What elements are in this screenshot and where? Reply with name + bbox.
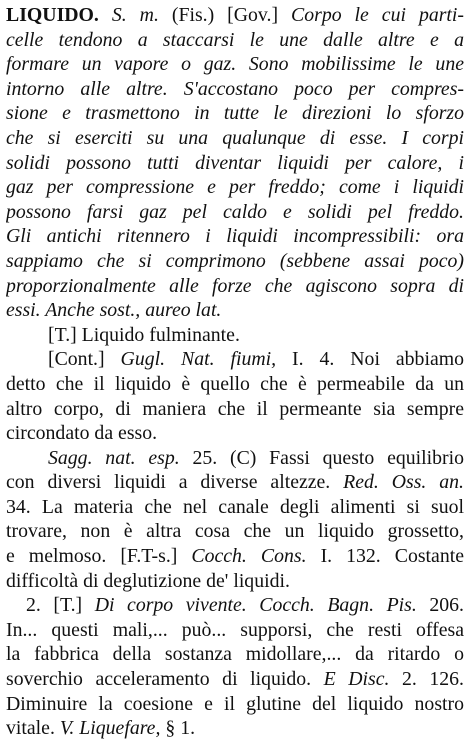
line-6: che si eserciti su una qualunque di esse. I corpi xyxy=(6,126,464,149)
text-line xyxy=(6,544,464,569)
line-12: proporzionalmente alle forze che agiscono sopra di xyxy=(6,274,464,297)
line-27: la fabbrica della sostanza midollare,... da ritardo o xyxy=(6,643,464,666)
line-4: intorno alle altre. S'accostano poco per compres- xyxy=(6,77,464,100)
text-line xyxy=(6,151,464,176)
line-25-part-1: 2. [T.] xyxy=(26,594,95,617)
line-28-part-3: 2. 126. xyxy=(389,668,464,691)
line-28-part-2: E Disc. xyxy=(323,668,390,691)
line-8: gaz per compressione e per freddo; come i liquidi xyxy=(6,176,464,199)
text-line xyxy=(6,593,464,618)
line-23-part-1: e melmoso. [F.T-s.] xyxy=(6,545,192,568)
line-23-part-3: I. 132. Costante xyxy=(306,545,464,568)
line-28-part-1: soverchio acceleramento di liquido. xyxy=(6,668,324,691)
headword: LIQUIDO. xyxy=(6,4,99,26)
line-20-part-1: con diversi liquidi a diverse altezze. xyxy=(6,471,344,494)
text-line xyxy=(6,126,464,151)
line-3: formare un vapore o gaz. Sono mobilissime le une xyxy=(6,53,464,76)
text-line xyxy=(6,175,464,200)
line-24: difficoltà di deglutizione de' liquidi. xyxy=(6,569,290,592)
text-line xyxy=(6,519,464,544)
text-line xyxy=(6,224,464,249)
text-line xyxy=(6,372,464,397)
line-17: altro corpo, di maniera che il permeante sia sempre xyxy=(6,397,464,420)
text-line xyxy=(6,101,464,126)
line-19-part-2: Sagg. nat. esp. xyxy=(48,446,180,469)
text-line xyxy=(6,249,464,274)
text-line xyxy=(6,397,464,422)
line-18: circondato da esso. xyxy=(6,422,158,445)
line-1-part-4: Corpo le cui parti- xyxy=(291,4,464,26)
text-line xyxy=(6,667,464,692)
text-line xyxy=(6,421,464,446)
text-line xyxy=(6,569,464,594)
text-line xyxy=(6,77,464,102)
line-21: 34. La materia che nel canale degli alimenti si suol xyxy=(6,495,464,518)
line-19-part-3: 25. (C) Fassi questo equilibrio xyxy=(179,446,464,469)
line-30-part-1: vitale. xyxy=(6,717,60,740)
text-line xyxy=(6,28,464,53)
line-16: detto che il liquido è quello che è permeabile da un xyxy=(6,372,464,395)
text-line xyxy=(6,692,464,717)
line-15-part-2: Gugl. Nat. fiumi, xyxy=(120,348,277,371)
line-20-part-2: Red. Oss. an. xyxy=(343,471,464,494)
text-line xyxy=(6,298,464,323)
text-line xyxy=(6,446,464,471)
line-9: possono farsi gaz pel caldo e solidi pel freddo. xyxy=(6,200,464,223)
line-25-part-3: 206. xyxy=(416,594,464,617)
line-15-part-1: [Cont.] xyxy=(48,348,121,371)
text-line xyxy=(6,347,464,372)
line-26: In... questi mali,... può... supporsi, che resti offesa xyxy=(6,618,464,641)
text-line xyxy=(6,274,464,299)
text-line xyxy=(6,52,464,77)
line-14: [T.] Liquido fulminante. xyxy=(48,323,240,346)
line-1-part-3: (Fis.) [Gov.] xyxy=(158,4,292,26)
text-line xyxy=(6,642,464,667)
text-line xyxy=(6,200,464,225)
text-line xyxy=(6,470,464,495)
line-7: solidi possono tutti diventar liquidi per calore, i xyxy=(6,151,464,174)
line-29: Diminuire la coesione e il glutine del liquido nostro xyxy=(6,692,464,715)
line-30-part-2: V. Liquefare, xyxy=(59,717,161,740)
line-2: celle tendono a staccarsi le une dalle altre e a xyxy=(6,28,464,51)
line-15-part-3: I. 4. Noi abbiamo xyxy=(276,348,464,371)
text-line xyxy=(6,716,464,741)
line-11: sappiamo che si comprimono (sebbene assai poco) xyxy=(6,249,464,272)
line-13: essi. Anche sost., aureo lat. xyxy=(6,299,222,322)
line-30-part-3: § 1. xyxy=(160,717,196,740)
line-10: Gli antichi ritennero i liquidi incompressibili: ora xyxy=(6,225,464,248)
line-1-part-2: S. m. xyxy=(111,4,159,26)
line-23-part-2: Cocch. Cons. xyxy=(191,545,307,568)
text-line xyxy=(6,3,464,28)
line-5: sione e trasmettono in tutte le direzioni lo sforzo xyxy=(6,102,464,125)
text-line xyxy=(6,495,464,520)
line-22: trovare, non è altra cosa che un liquido grossetto, xyxy=(6,520,464,543)
text-line xyxy=(6,323,464,348)
line-25-part-2: Di corpo vivente. Cocch. Bagn. Pis. xyxy=(94,594,417,617)
